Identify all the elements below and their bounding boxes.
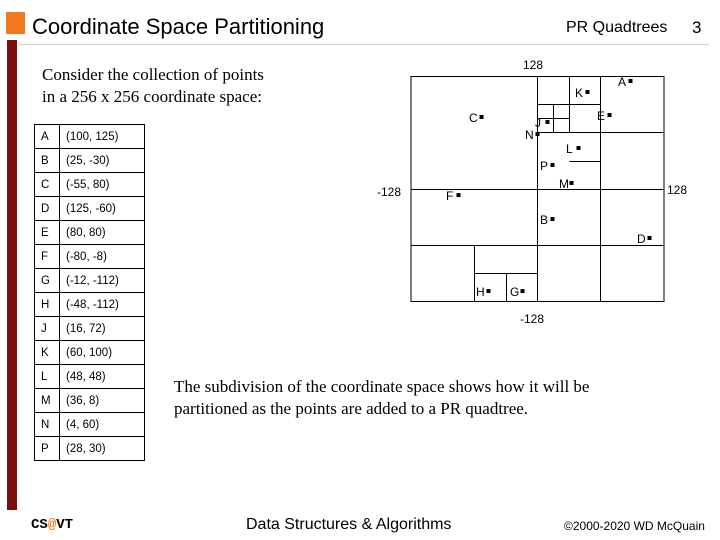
point-name: M	[35, 389, 60, 413]
caption-line: The subdivision of the coordinate space shows how it will be	[174, 377, 590, 396]
point-name: A	[35, 125, 60, 149]
point-name: P	[35, 437, 60, 461]
axis-label-top: 128	[523, 58, 544, 72]
point-name: B	[35, 149, 60, 173]
point-coords: (60, 100)	[60, 341, 145, 365]
point-coords: (16, 72)	[60, 317, 145, 341]
slide-number: 3	[692, 18, 702, 37]
footer-course-prefix: CS	[31, 517, 48, 533]
point-label: J	[535, 116, 541, 130]
point-label: A	[618, 75, 627, 89]
point-label: L	[566, 142, 573, 156]
footer-course	[31, 517, 73, 533]
point-marker	[570, 181, 574, 185]
point-label: P	[540, 159, 549, 173]
caption-line: partitioned as the points are added to a PR quadtree.	[174, 399, 529, 418]
point-coords: (-48, -112)	[60, 293, 145, 317]
point-marker	[648, 236, 652, 240]
header-topic: PR Quadtrees	[566, 19, 668, 36]
point-marker	[536, 132, 540, 136]
point-marker	[577, 146, 581, 150]
point-marker	[487, 289, 491, 293]
point-name: C	[35, 173, 60, 197]
point-name: J	[35, 317, 60, 341]
point-coords: (36, 8)	[60, 389, 145, 413]
point-name: E	[35, 221, 60, 245]
point-coords: (4, 60)	[60, 413, 145, 437]
point-label: N	[525, 128, 534, 142]
point-marker	[586, 90, 590, 94]
point-marker	[546, 120, 550, 124]
axis-label-left: -128	[377, 185, 402, 199]
axis-label-right: 128	[667, 183, 688, 197]
caption-text	[174, 376, 589, 420]
point-coords: (80, 80)	[60, 221, 145, 245]
point-label: F	[446, 189, 454, 203]
point-label: D	[637, 232, 646, 246]
intro-line: Consider the collection of points	[42, 65, 264, 84]
point-marker	[457, 193, 461, 197]
point-coords: (-55, 80)	[60, 173, 145, 197]
footer-course-at: @	[47, 517, 57, 533]
point-coords: (-80, -8)	[60, 245, 145, 269]
point-label: K	[575, 86, 584, 100]
point-name: H	[35, 293, 60, 317]
point-marker	[629, 79, 633, 83]
point-name: F	[35, 245, 60, 269]
point-name: K	[35, 341, 60, 365]
point-coords: (48, 48)	[60, 365, 145, 389]
point-label: H	[476, 285, 485, 299]
point-coords: (100, 125)	[60, 125, 145, 149]
point-label: B	[540, 213, 549, 227]
point-marker	[480, 115, 484, 119]
axis-label-bottom: -128	[520, 312, 545, 326]
point-coords: (28, 30)	[60, 437, 145, 461]
intro-line: in a 256 x 256 coordinate space:	[42, 87, 262, 106]
point-marker	[551, 163, 555, 167]
footer-copyright: ©2000-2020 WD McQuain	[564, 519, 705, 533]
point-marker	[608, 113, 612, 117]
point-label: E	[597, 109, 606, 123]
point-marker	[521, 289, 525, 293]
point-name: D	[35, 197, 60, 221]
point-label: M	[559, 177, 569, 191]
footer-course-title: Data Structures & Algorithms	[246, 516, 452, 533]
point-name: G	[35, 269, 60, 293]
point-label: G	[510, 285, 520, 299]
point-coords: (25, -30)	[60, 149, 145, 173]
point-name: N	[35, 413, 60, 437]
slide-title: Coordinate Space Partitioning	[32, 14, 325, 39]
point-coords: (-12, -112)	[60, 269, 145, 293]
point-name: L	[35, 365, 60, 389]
point-marker	[551, 217, 555, 221]
point-label: C	[469, 111, 478, 125]
point-coords: (125, -60)	[60, 197, 145, 221]
footer-course-suffix: VT	[56, 517, 74, 533]
